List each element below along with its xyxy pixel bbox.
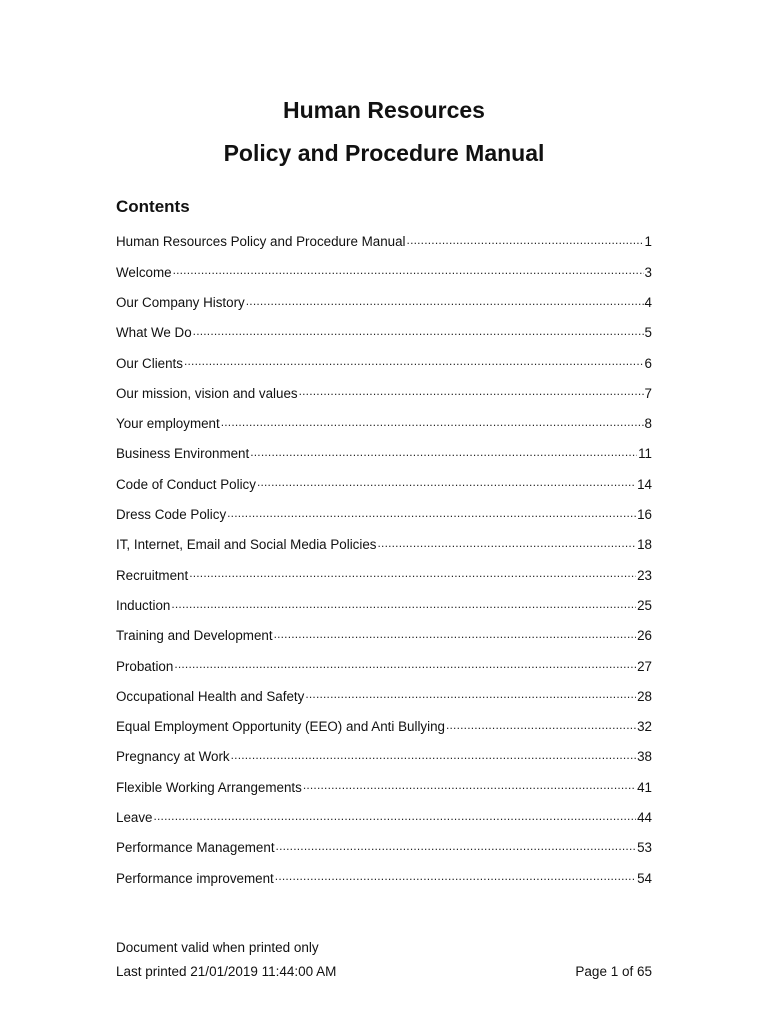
toc-entry[interactable]	[116, 415, 652, 445]
toc-entry-page-number: 38	[637, 749, 652, 765]
footer-validity-note: Document valid when printed only	[116, 940, 319, 955]
footer-last-printed: Last printed 21/01/2019 11:44:00 AM	[116, 964, 337, 979]
toc-dot-leader	[378, 536, 637, 549]
toc-entry-page-number: 26	[637, 628, 652, 644]
toc-entry[interactable]	[116, 566, 652, 596]
toc-entry[interactable]	[116, 506, 652, 536]
toc-entry-label: IT, Internet, Email and Social Media Policies	[116, 537, 377, 553]
toc-entry-page-number: 7	[644, 385, 652, 401]
toc-entry-page-number: 5	[644, 325, 652, 341]
toc-entry-label: Our mission, vision and values	[116, 385, 298, 401]
toc-dot-leader	[446, 718, 636, 731]
toc-entry-label: Business Environment	[116, 446, 250, 462]
toc-entry[interactable]	[116, 657, 652, 687]
toc-dot-leader	[246, 294, 644, 307]
toc-entry-page-number: 8	[644, 416, 652, 432]
toc-dot-leader	[193, 324, 644, 337]
toc-dot-leader	[303, 778, 636, 791]
toc-entry-label: Our Clients	[116, 355, 183, 371]
toc-entry[interactable]	[116, 778, 652, 808]
toc-entry[interactable]	[116, 445, 652, 475]
toc-dot-leader	[189, 566, 636, 579]
toc-entry-label: Performance Management	[116, 840, 275, 856]
toc-entry[interactable]	[116, 687, 652, 717]
toc-dot-leader	[227, 506, 636, 519]
toc-dot-leader	[407, 233, 644, 246]
toc-entry-label: What We Do	[116, 325, 192, 341]
toc-entry-label: Code of Conduct Policy	[116, 476, 256, 492]
toc-entry-label: Pregnancy at Work	[116, 749, 230, 765]
toc-dot-leader	[299, 384, 644, 397]
toc-entry-label: Occupational Health and Safety	[116, 688, 305, 704]
toc-entry[interactable]	[116, 294, 652, 324]
toc-entry-page-number: 53	[637, 840, 652, 856]
toc-entry-label: Training and Development	[116, 628, 273, 644]
toc-entry-label: Dress Code Policy	[116, 507, 227, 523]
document-title-line1: Human Resources	[283, 97, 485, 123]
toc-entry[interactable]	[116, 748, 652, 778]
toc-entry[interactable]	[116, 354, 652, 384]
toc-entry-page-number: 18	[637, 537, 652, 553]
toc-entry-page-number: 4	[644, 294, 652, 310]
toc-dot-leader	[250, 445, 637, 458]
toc-entry[interactable]	[116, 324, 652, 354]
document-title-line2: Policy and Procedure Manual	[223, 140, 545, 166]
toc-dot-leader	[305, 687, 636, 700]
toc-entry-label: Performance improvement	[116, 870, 274, 886]
toc-dot-leader	[174, 657, 636, 670]
toc-entry[interactable]	[116, 233, 652, 263]
toc-entry-label: Recruitment	[116, 567, 189, 583]
toc-entry-page-number: 32	[637, 719, 652, 735]
table-of-contents	[116, 233, 652, 900]
footer-page-indicator: Page 1 of 65	[575, 964, 652, 979]
toc-entry-page-number: 14	[637, 476, 652, 492]
toc-entry[interactable]	[116, 597, 652, 627]
toc-entry[interactable]	[116, 384, 652, 414]
toc-dot-leader	[274, 627, 637, 640]
toc-entry-page-number: 11	[638, 446, 652, 462]
toc-dot-leader	[275, 869, 636, 882]
toc-entry-page-number: 54	[637, 870, 652, 886]
toc-dot-leader	[153, 809, 636, 822]
toc-entry[interactable]	[116, 718, 652, 748]
toc-entry-label: Welcome	[116, 264, 172, 280]
toc-entry[interactable]	[116, 869, 652, 899]
toc-dot-leader	[231, 748, 636, 761]
toc-entry-label: Leave	[116, 810, 153, 826]
toc-entry-label: Human Resources Policy and Procedure Manual	[116, 234, 406, 250]
toc-dot-leader	[221, 415, 644, 428]
toc-entry-page-number: 16	[637, 507, 652, 523]
toc-entry-page-number: 25	[637, 597, 652, 613]
toc-entry-label: Induction	[116, 597, 171, 613]
toc-dot-leader	[276, 839, 637, 852]
toc-dot-leader	[171, 597, 636, 610]
toc-entry-label: Probation	[116, 658, 174, 674]
toc-entry[interactable]	[116, 536, 652, 566]
toc-entry-page-number: 44	[637, 810, 652, 826]
toc-entry-label: Flexible Working Arrangements	[116, 779, 302, 795]
toc-entry[interactable]	[116, 475, 652, 505]
toc-entry-page-number: 3	[644, 264, 652, 280]
toc-entry-page-number: 27	[637, 658, 652, 674]
toc-entry[interactable]	[116, 627, 652, 657]
toc-entry-page-number: 6	[644, 355, 652, 371]
contents-heading: Contents	[116, 197, 190, 216]
toc-entry-label: Your employment	[116, 416, 220, 432]
toc-entry[interactable]	[116, 809, 652, 839]
toc-entry-page-number: 41	[637, 779, 652, 795]
toc-entry-page-number: 1	[644, 234, 652, 250]
toc-entry[interactable]	[116, 839, 652, 869]
toc-entry-label: Equal Employment Opportunity (EEO) and Anti Bullying	[116, 719, 445, 735]
toc-dot-leader	[184, 354, 644, 367]
toc-entry-page-number: 23	[637, 567, 652, 583]
toc-dot-leader	[173, 263, 644, 276]
toc-entry-label: Our Company History	[116, 294, 245, 310]
toc-entry[interactable]	[116, 263, 652, 293]
toc-entry-page-number: 28	[637, 688, 652, 704]
toc-dot-leader	[257, 475, 636, 488]
